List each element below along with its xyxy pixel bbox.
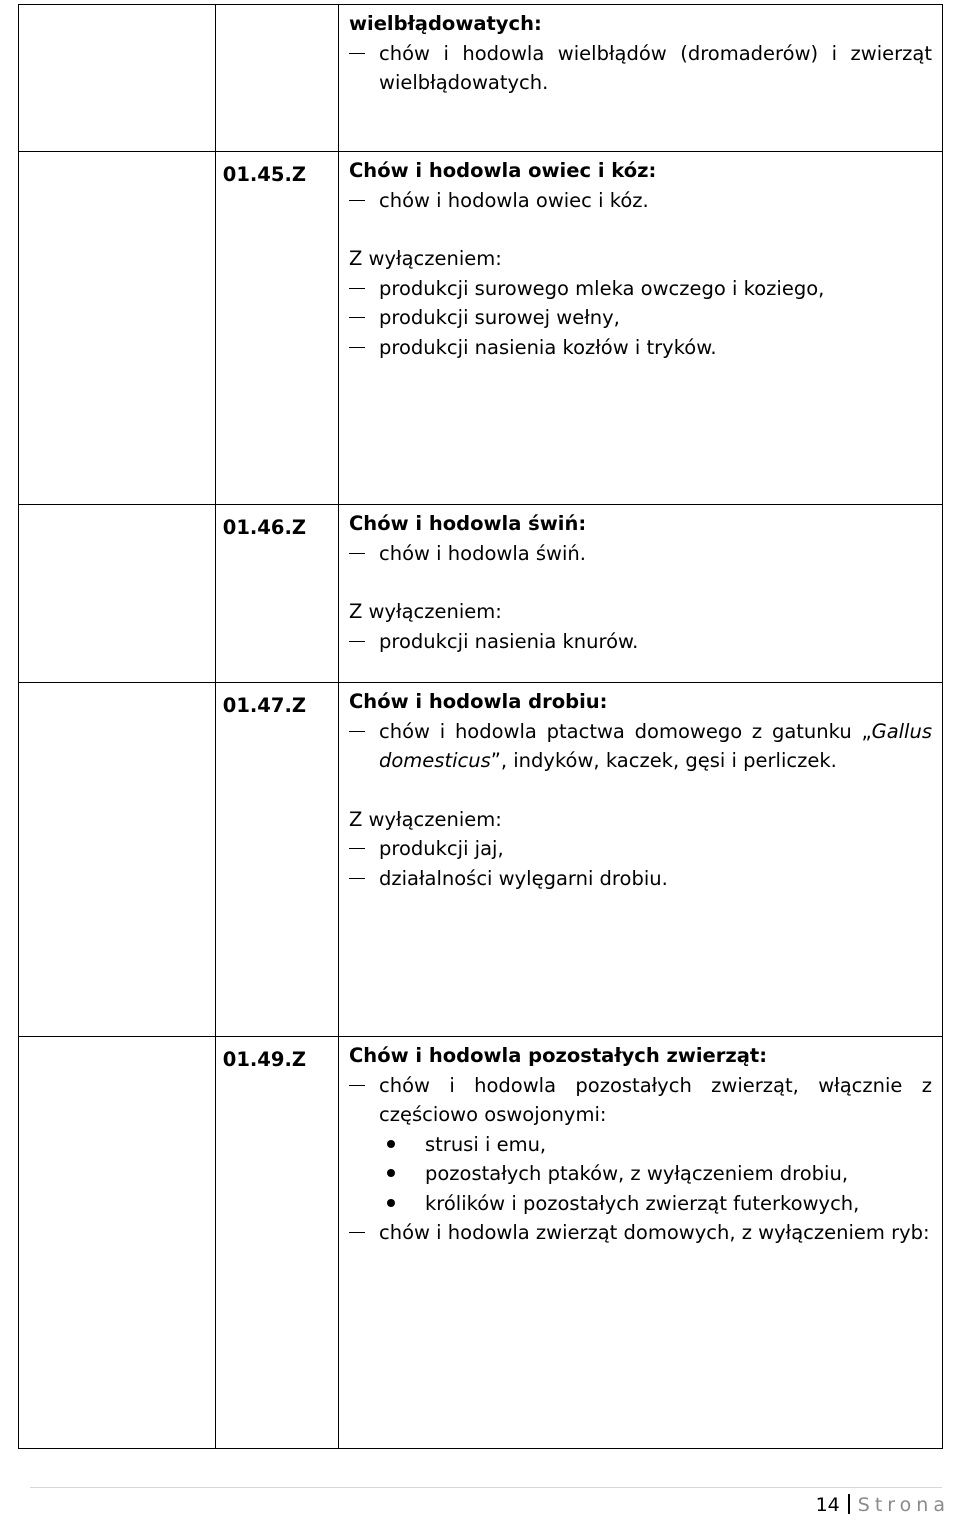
list-item: chów i hodowla świń.	[349, 539, 932, 569]
code-cell: 01.49.Z	[216, 1037, 339, 1449]
dot-bullet-icon	[387, 1199, 395, 1207]
dash-bullet-icon	[349, 200, 365, 201]
code-cell: 01.47.Z	[216, 683, 339, 1037]
exclusion-item: produkcji jaj,	[349, 834, 932, 864]
exclusion-item: działalności wylęgarni drobiu.	[349, 864, 932, 894]
dash-bullet-icon	[349, 288, 365, 289]
dash-bullet-icon	[349, 1232, 365, 1233]
list-item: chów i hodowla pozostałych zwierząt, włącznie z częściowo oswojonymi:	[349, 1071, 932, 1130]
list-item: chów i hodowla ptactwa domowego z gatunku „Gallus domesticus”, indyków, kaczek, gęsi i perliczek.	[349, 717, 932, 776]
page-footer	[816, 1494, 950, 1516]
exclusion-item: produkcji nasienia knurów.	[349, 627, 932, 657]
description-cell	[339, 683, 943, 1037]
dash-bullet-icon	[349, 347, 365, 348]
description-cell	[339, 1037, 943, 1449]
empty-cell	[19, 683, 216, 1037]
section-title: Chów i hodowla owiec i kóz:	[349, 159, 657, 182]
dot-bullet-icon	[387, 1169, 395, 1177]
description-cell	[339, 505, 943, 683]
exclusion-item: produkcji surowej wełny,	[349, 303, 932, 333]
sub-list-item: pozostałych ptaków, z wyłączeniem drobiu,	[349, 1159, 932, 1189]
list-item: chów i hodowla zwierząt domowych, z wyłączeniem ryb:	[349, 1218, 932, 1248]
table-row	[19, 505, 943, 683]
dash-bullet-icon	[349, 731, 365, 732]
footer-separator	[848, 1494, 850, 1514]
dot-bullet-icon	[387, 1140, 395, 1148]
table-row	[19, 152, 943, 505]
code-cell	[216, 5, 339, 152]
section-title: wielbłądowatych:	[349, 12, 542, 35]
dash-bullet-icon	[349, 1085, 365, 1086]
exclusion-label: Z wyłączeniem:	[349, 247, 502, 270]
empty-cell	[19, 5, 216, 152]
sub-list-item: strusi i emu,	[349, 1130, 932, 1160]
section-title: Chów i hodowla pozostałych zwierząt:	[349, 1044, 768, 1067]
description-cell	[339, 152, 943, 505]
description-cell	[339, 5, 943, 152]
exclusion-item: produkcji nasienia kozłów i tryków.	[349, 333, 932, 363]
exclusion-label: Z wyłączeniem:	[349, 807, 502, 831]
empty-cell	[19, 1037, 216, 1449]
sub-list-item: królików i pozostałych zwierząt futerkowych,	[349, 1189, 932, 1219]
dash-bullet-icon	[349, 53, 365, 54]
dash-bullet-icon	[349, 317, 365, 318]
dash-bullet-icon	[349, 641, 365, 642]
code-cell: 01.46.Z	[216, 505, 339, 683]
empty-cell	[19, 152, 216, 505]
code-cell: 01.45.Z	[216, 152, 339, 505]
table-row	[19, 683, 943, 1037]
classification-table	[18, 4, 943, 1449]
empty-cell	[19, 505, 216, 683]
page-label: Strona	[857, 1494, 950, 1516]
exclusion-item: produkcji surowego mleka owczego i koziego,	[349, 274, 932, 304]
dash-bullet-icon	[349, 553, 365, 554]
dash-bullet-icon	[349, 878, 365, 879]
list-item: chów i hodowla owiec i kóz.	[349, 186, 932, 216]
section-title: Chów i hodowla świń:	[349, 512, 587, 535]
section-title: Chów i hodowla drobiu:	[349, 690, 608, 713]
page-number: 14	[815, 1494, 840, 1516]
list-item: chów i hodowla wielbłądów (dromaderów) i zwierząt wielbłądowatych.	[349, 39, 932, 98]
table-row	[19, 5, 943, 152]
footer-divider	[30, 1487, 942, 1488]
table-row	[19, 1037, 943, 1449]
exclusion-label: Z wyłączeniem:	[349, 600, 502, 623]
dash-bullet-icon	[349, 848, 365, 849]
